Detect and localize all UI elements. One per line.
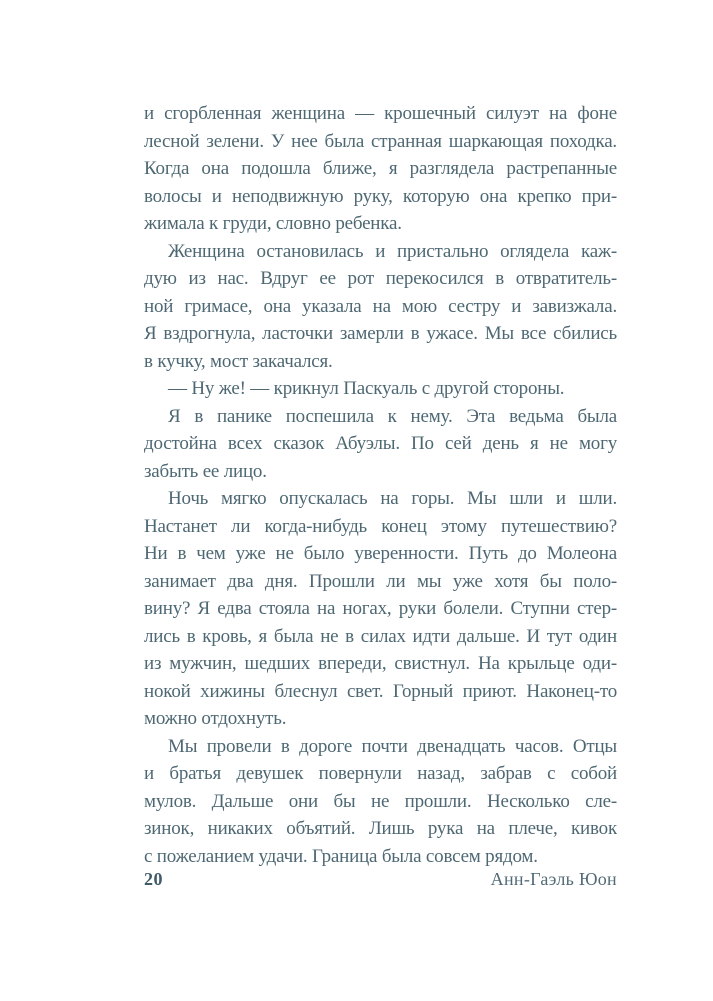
paragraph <box>144 238 617 376</box>
text-line: нокой хижины блеснул свет. Горный приют. Наконец-то <box>144 680 617 702</box>
text-line: достойна всех сказок Абуэлы. По сей день я не могу <box>144 433 617 454</box>
text-line: и сгорбленная женщина — крошечный силуэт на фоне <box>144 103 617 124</box>
paragraph <box>144 733 617 871</box>
text-line: Я вздрогнула, ласточки замерли в ужасе. Мы все сбились <box>144 323 617 344</box>
text-line: занимает два дня. Прошли ли мы уже хотя бы поло- <box>144 570 617 592</box>
text-line: лись в кровь, я была не в силах идти дальше. И тут один <box>144 625 617 647</box>
page-footer <box>144 869 617 890</box>
text-line: мулов. Дальше они бы не прошли. Несколько сле- <box>144 790 617 812</box>
text-line: жимала к груди, словно ребенка. <box>144 213 402 234</box>
text-line: волосы и неподвижную руку, которую она крепко при- <box>144 185 617 207</box>
text-line: Я в панике поспешила к нему. Эта ведьма была <box>168 405 617 427</box>
paragraph <box>144 100 617 238</box>
paragraph <box>144 375 617 403</box>
text-line: забыть ее лицо. <box>144 460 267 482</box>
text-line: зинок, никаких объятий. Лишь рука на плече, кивок <box>144 818 617 839</box>
text-line: и братья девушек повернули назад, забрав с собой <box>144 763 617 784</box>
text-line: с пожеланием удачи. Граница была совсем рядом. <box>144 845 538 867</box>
paragraph <box>144 403 617 486</box>
author-name: Анн-Гаэль Юон <box>490 869 617 889</box>
text-line: Женщина остановилась и пристально оглядела каж- <box>168 240 617 262</box>
page-number: 20 <box>144 869 163 889</box>
text-line: вину? Я едва стояла на ногах, руки болели. Ступни стер- <box>144 598 617 619</box>
paragraph <box>144 485 617 733</box>
text-line: в кучку, мост закачался. <box>144 350 333 372</box>
text-line: Ни в чем уже не было уверенности. Путь до Молеона <box>144 543 617 564</box>
text-line: — Ну же! — крикнул Паскуаль с другой стороны. <box>168 378 565 399</box>
text-line: ной гримасе, она указала на мою сестру и завизжала. <box>144 295 617 317</box>
text-line: Ночь мягко опускалась на горы. Мы шли и шли. <box>168 488 617 509</box>
text-block <box>144 100 617 870</box>
text-line: Настанет ли когда-нибудь конец этому путешествию? <box>144 515 617 537</box>
text-line: из мужчин, шедших впереди, свистнул. На крыльце оди- <box>144 653 617 674</box>
text-line: лесной зелени. У нее была странная шаркающая походка. <box>144 130 617 152</box>
text-line: дую из нас. Вдруг ее рот перекосился в отвратитель- <box>144 268 617 289</box>
text-line: можно отдохнуть. <box>144 708 287 729</box>
text-line: Когда она подошла ближе, я разглядела растрепанные <box>144 158 617 179</box>
text-line: Мы провели в дороге почти двенадцать часов. Отцы <box>168 735 617 757</box>
